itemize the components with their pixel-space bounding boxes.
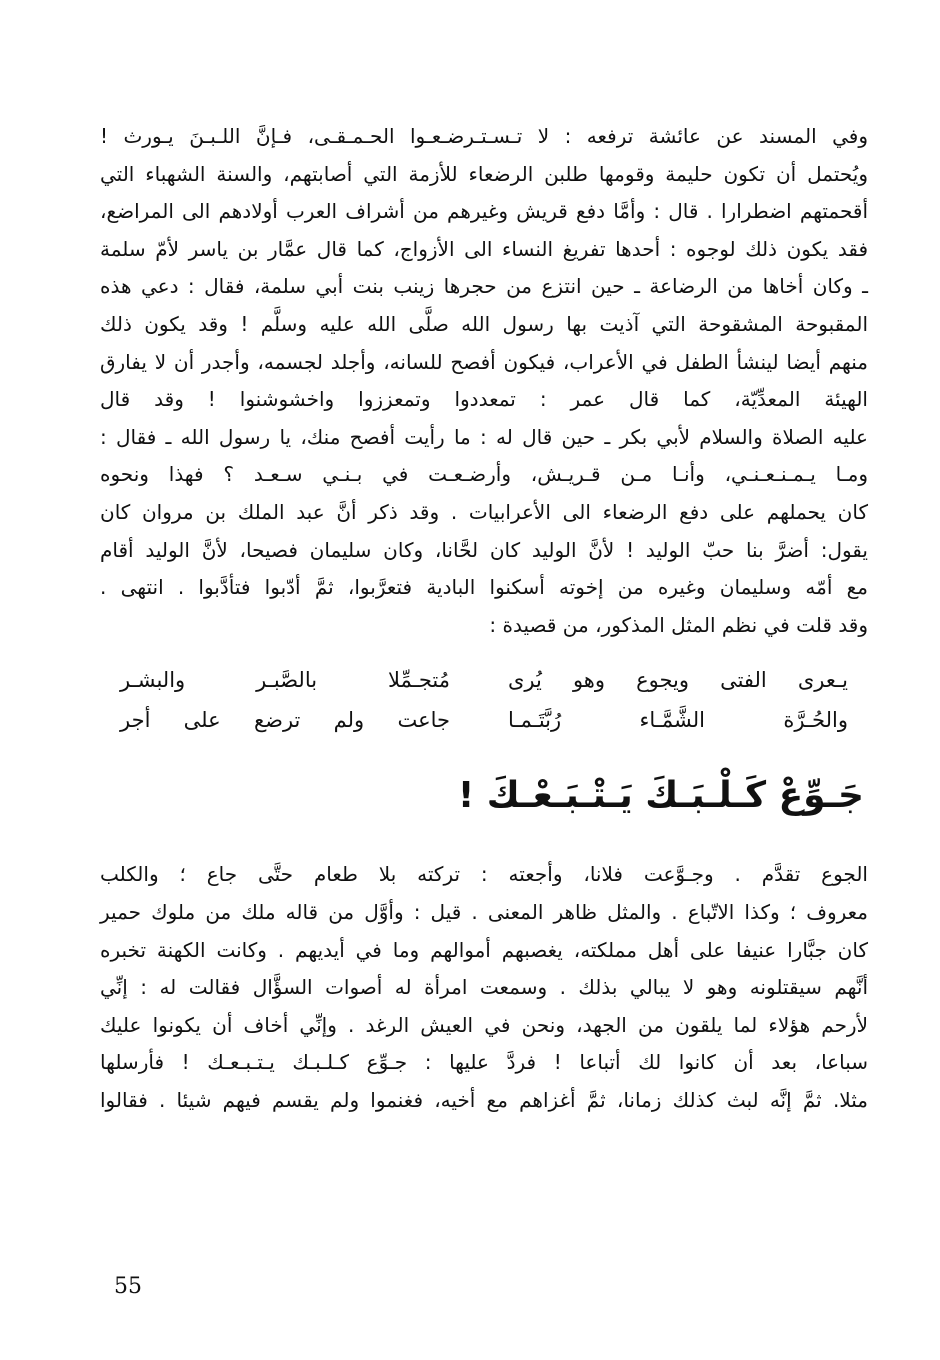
text-line: الهيئة المعدِّيّة، كما قال عمر : تمعددوا وتمعززوا واخشوشنوا ! وقد قال: [100, 387, 868, 412]
text-line: مثلا. ثمَّ إنَّه لبث كذلك زمانا، ثمَّ أغزاهم مع أخيه، فغنموا ولم يقسم فيهم شيئا . فقالوا: [100, 1087, 868, 1112]
book-page: [100, 118, 868, 1119]
text-line: منهم أيضا لينشأ الطفل في الأعراب، فيكون أفصح للسانه، وأجلد لجسمه، وأجدر أن لا يفارق: [100, 349, 868, 374]
text-line: سباعا، بعد أن كانوا لك أتباعا ! فردَّ عليها : جـوِّع كـلـبـك يـتـبـعـك ! فأرسلها: [100, 1050, 868, 1075]
paragraph-2: [100, 856, 868, 1119]
paragraph-1: [100, 118, 868, 644]
verse-first-hemistich: يـعرى الفتى ويجوع وهو يُرى: [508, 668, 848, 693]
verse-line: [100, 660, 868, 700]
page-number: 55: [114, 1274, 142, 1299]
verse-second-hemistich: مُتجـمِّلا بالصَّبـر والبشـر: [120, 668, 450, 693]
text-line: لأرحم هؤلاء لما يلقون من الجهد، ونحن في العيش الرغد . وإنِّي أخاف أن يكونوا عليك: [100, 1012, 868, 1037]
text-line: أقحمتهم اضطرارا . قال : وأمَّا دفع قريش وغيرهم من أشراف العرب أولادهم الى المراضع،: [100, 199, 868, 224]
proverb-heading: جَـوِّعْ كَـلْـبَـكَ يَـتْـبَـعْـكَ !: [457, 775, 864, 817]
text-line: فقد يكون ذلك لوجوه : أحدها تفريغ النساء الى الأزواج، كما قال عمَّار بن ياسر لأمّ سلمة: [100, 236, 868, 261]
text-line: ويُحتمل أن تكون حليمة وقومها طلبن الرضعاء للأزمة التي أصابتهم، والسنة الشهباء التي: [100, 161, 868, 186]
text-line: ومـا يـمـنـعـنـي، وأنـا مـن قـريـش، وأرضـعـت في بـنـي سـعـد ؟ فهذا ونحوه: [100, 462, 868, 487]
verse-first-hemistich: والحُـرَّة الشَّمَّـاء رُبَّتَـمـا: [508, 708, 848, 733]
text-line: وفي المسند عن عائشة ترفعه : لا تـسـتـرضـعـوا الحـمـقـى، فـإنَّ اللـبـنَ يـورث !: [100, 124, 868, 148]
text-line: يقول: أضرَّ بنا حبّ الوليد ! لأنَّ الوليد كان لحَّانا، وكان سليمان فصيحا، لأنَّ الوليد أقام: [100, 537, 868, 562]
text-line: معروف ؛ وكذا الاتّباع . والمثل ظاهر المعنى . قيل : وأوَّل من قاله ملك من ملوك حمير: [100, 899, 868, 924]
verse-second-hemistich: جاعت ولم ترضع على أجر: [120, 708, 450, 733]
poem-verse: [100, 660, 868, 740]
text-line: كان يحملهم على دفع الرضعاء الى الأعرابيات . وقد ذكر أنَّ عبد الملك بن مروان كان: [100, 499, 868, 524]
text-line: ـ وكان أخاها من الرضاعة ـ حين انتزع من حجرها زينب بنت أبي سلمة، فقال : دعي هذه: [100, 274, 868, 299]
text-line: الجوع تقدَّم . وجـوَّعت فلانا، وأجعته : تركته بلا طعام حتَّى جاع ؛ والكلب: [100, 862, 868, 887]
verse-line: [100, 700, 868, 740]
text-line: كان جبَّارا عنيفا على أهل مملكته، يغصبهم أموالهم وما في أيديهم . وكانت الكهنة تخبره: [100, 937, 868, 962]
text-line: المقبوحة المشقوحة التي آذيت بها رسول الله صلَّى الله عليه وسلَّم ! وقد يكون ذلك: [100, 311, 868, 336]
text-line: وقد قلت في نظم المثل المذكور، من قصيدة :: [489, 612, 868, 637]
text-line: عليه الصلاة والسلام لأبي بكر ـ حين قال له : ما رأيت أفصح منك، يا رسول الله ـ فقال :: [100, 424, 868, 449]
text-line: مع أمّه وسليمان وغيره من إخوته أسكنوا البادية فتعرَّبوا، ثمَّ أدّبوا فتأدَّبوا . انتهى .: [100, 575, 868, 600]
text-line: أنَّهم سيقتلونه وهو لا يبالي بذلك . وسمعت امرأة له أصوات السؤَّال فقالت له : إنِّي: [100, 975, 868, 1000]
